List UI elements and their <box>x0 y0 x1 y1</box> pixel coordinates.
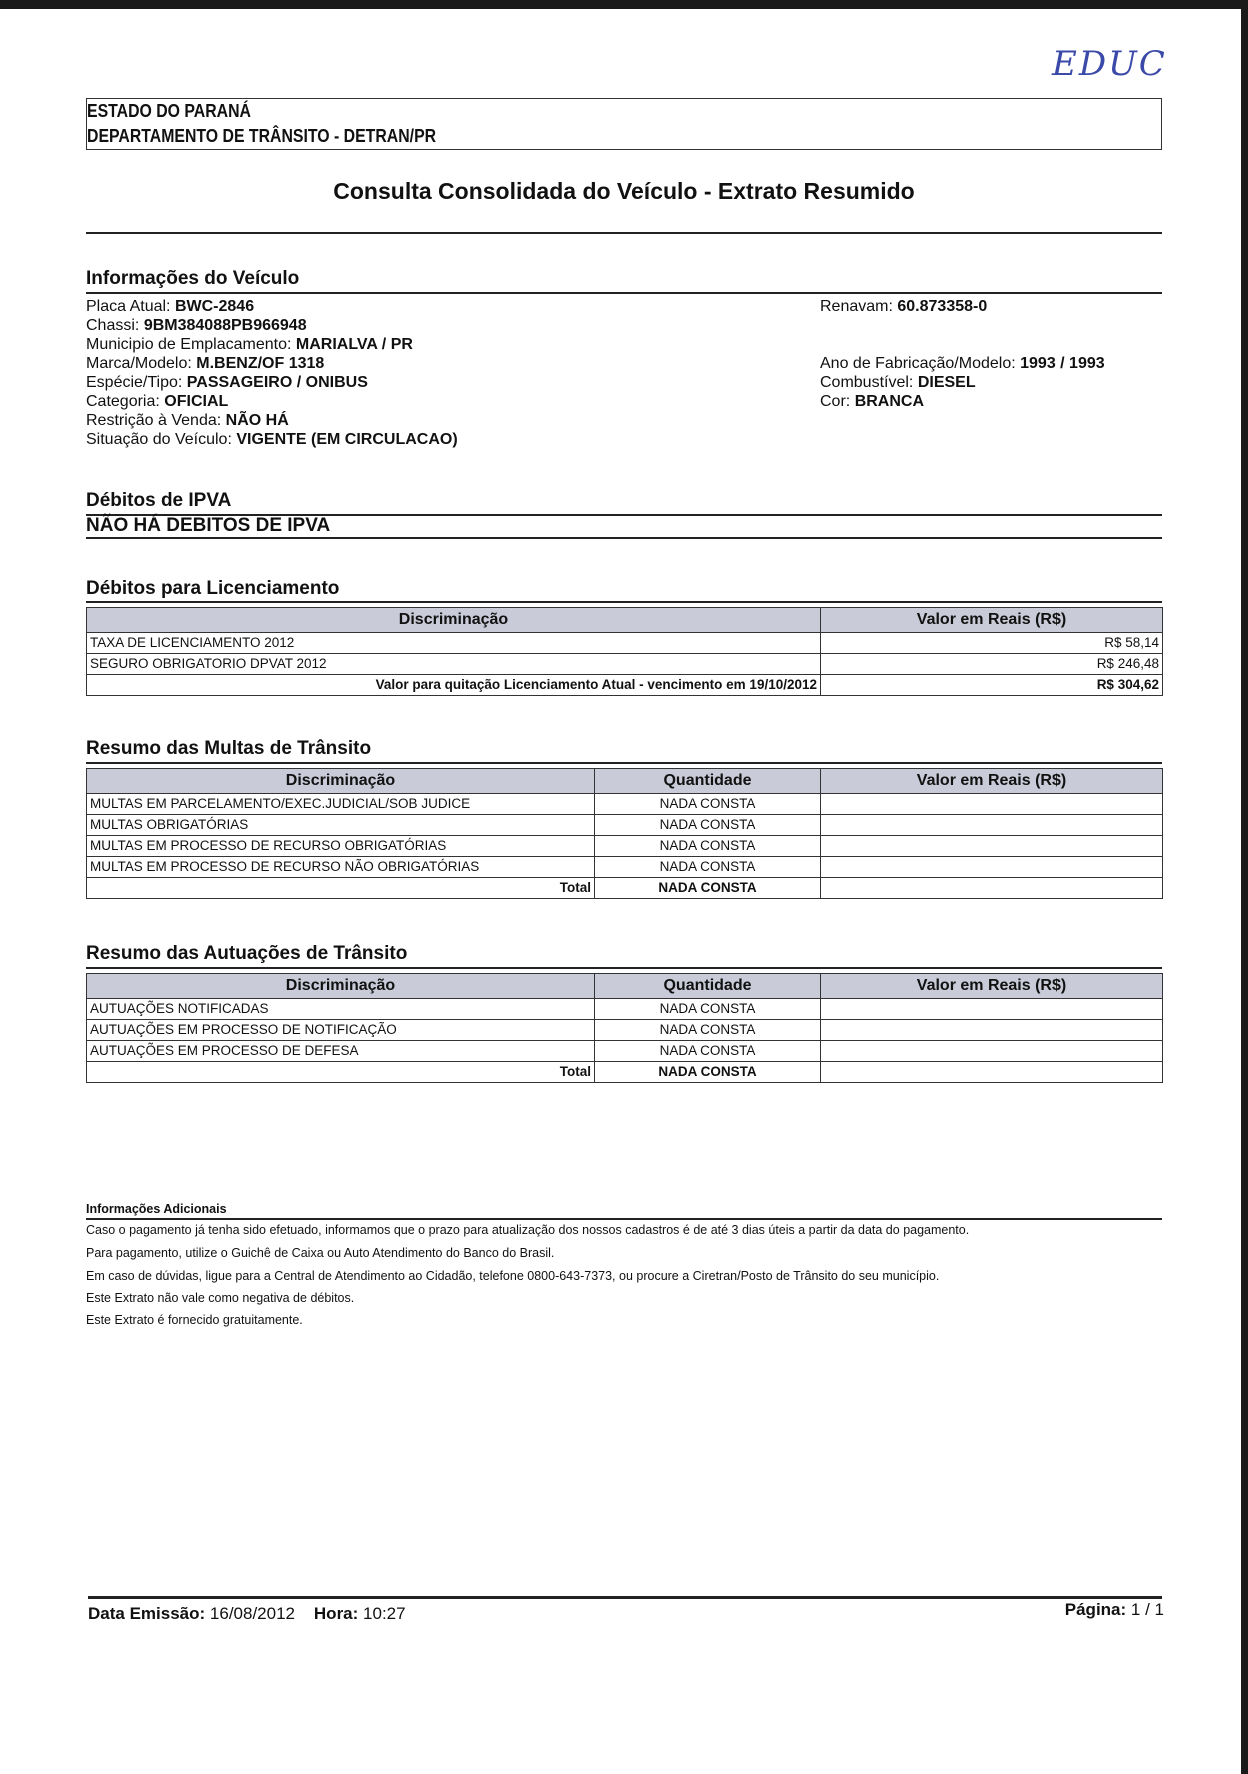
department-name: DEPARTAMENTO DE TRÂNSITO - DETRAN/PR <box>87 126 437 146</box>
licenciamento-section-title: Débitos para Licenciamento <box>86 578 340 599</box>
cell-value <box>821 999 1163 1020</box>
column-header-quantidade: Quantidade <box>595 769 821 794</box>
scan-border-right <box>1241 0 1248 1774</box>
emission-time: 10:27 <box>363 1604 406 1623</box>
cell-qty: NADA CONSTA <box>595 1041 821 1062</box>
title-divider <box>86 232 1162 234</box>
cell-desc: MULTAS EM PARCELAMENTO/EXEC.JUDICIAL/SOB JUDICE <box>87 794 595 815</box>
table-total-row <box>87 675 1163 696</box>
table-row <box>87 654 1163 675</box>
cell-value: R$ 58,14 <box>821 633 1163 654</box>
cell-qty: NADA CONSTA <box>595 1020 821 1041</box>
cell-desc: AUTUAÇÕES EM PROCESSO DE NOTIFICAÇÃO <box>87 1020 595 1041</box>
column-header-quantidade: Quantidade <box>595 974 821 999</box>
vehicle-field-categoria: Categoria: OFICIAL <box>86 393 229 410</box>
emission-info <box>88 1604 406 1624</box>
column-header-valor: Valor em Reais (R$) <box>821 974 1163 999</box>
ipva-status-divider <box>86 537 1162 539</box>
additional-info-line: Este Extrato não vale como negativa de débitos. <box>86 1291 355 1305</box>
total-label: Total <box>87 1062 595 1083</box>
total-label: Total <box>87 878 595 899</box>
table-row <box>87 1020 1163 1041</box>
total-qty: NADA CONSTA <box>595 1062 821 1083</box>
vehicle-field-chassi: Chassi: 9BM384088PB966948 <box>86 317 307 334</box>
table-row <box>87 815 1163 836</box>
vehicle-section-divider <box>86 292 1162 294</box>
page-number: 1 / 1 <box>1130 1600 1164 1619</box>
table-header-row <box>87 608 1163 633</box>
table-row <box>87 857 1163 878</box>
cell-qty: NADA CONSTA <box>595 836 821 857</box>
additional-info-title: Informações Adicionais <box>86 1202 227 1216</box>
vehicle-field-ano: Ano de Fabricação/Modelo: 1993 / 1993 <box>820 355 1105 372</box>
licenciamento-section-divider <box>86 601 1162 603</box>
total-qty: NADA CONSTA <box>595 878 821 899</box>
autuacoes-section-divider <box>86 967 1162 969</box>
cell-desc: AUTUAÇÕES NOTIFICADAS <box>87 999 595 1020</box>
table-total-row <box>87 1062 1163 1083</box>
table-row <box>87 999 1163 1020</box>
cell-qty: NADA CONSTA <box>595 857 821 878</box>
vehicle-field-situacao: Situação do Veículo: VIGENTE (EM CIRCULACAO) <box>86 431 458 448</box>
cell-value <box>821 1020 1163 1041</box>
table-header-row <box>87 974 1163 999</box>
additional-info-line: Para pagamento, utilize o Guichê de Caixa ou Auto Atendimento do Banco do Brasil. <box>86 1246 555 1260</box>
cell-value <box>821 815 1163 836</box>
column-header-discriminacao: Discriminação <box>87 608 821 633</box>
cell-desc: MULTAS EM PROCESSO DE RECURSO NÃO OBRIGATÓRIAS <box>87 857 595 878</box>
multas-section-title: Resumo das Multas de Trânsito <box>86 738 372 759</box>
table-row <box>87 794 1163 815</box>
additional-info-line: Este Extrato é fornecido gratuitamente. <box>86 1313 303 1327</box>
cell-desc: MULTAS OBRIGATÓRIAS <box>87 815 595 836</box>
cell-desc: AUTUAÇÕES EM PROCESSO DE DEFESA <box>87 1041 595 1062</box>
additional-info-divider <box>86 1218 1162 1220</box>
column-header-discriminacao: Discriminação <box>87 974 595 999</box>
emission-time-label: Hora: <box>313 1604 359 1623</box>
vehicle-field-combustivel: Combustível: DIESEL <box>820 374 976 391</box>
cell-value: R$ 246,48 <box>821 654 1163 675</box>
multas-table <box>86 768 1163 899</box>
table-header-row <box>87 769 1163 794</box>
page-label: Página: <box>1064 1600 1127 1619</box>
cell-desc: TAXA DE LICENCIAMENTO 2012 <box>87 633 821 654</box>
vehicle-field-especie-tipo: Espécie/Tipo: PASSAGEIRO / ONIBUS <box>86 374 368 391</box>
table-row <box>87 633 1163 654</box>
vehicle-field-municipio: Municipio de Emplacamento: MARIALVA / PR <box>86 336 413 353</box>
multas-section-divider <box>86 762 1162 764</box>
cell-value <box>821 836 1163 857</box>
cell-desc: MULTAS EM PROCESSO DE RECURSO OBRIGATÓRIAS <box>87 836 595 857</box>
additional-info-line: Caso o pagamento já tenha sido efetuado, informamos que o prazo para atualização dos nossos cadastros é de até 3 dias úteis a partir da data do pagamento. <box>86 1223 970 1237</box>
cell-value <box>821 1041 1163 1062</box>
table-total-row <box>87 878 1163 899</box>
handwritten-annotation: EDUC <box>1052 44 1167 84</box>
vehicle-section-title: Informações do Veículo <box>86 268 300 289</box>
total-value: R$ 304,62 <box>821 675 1163 696</box>
agency-header <box>86 98 1162 150</box>
vehicle-field-placa: Placa Atual: BWC-2846 <box>86 298 255 315</box>
cell-value <box>821 857 1163 878</box>
autuacoes-section-title: Resumo das Autuações de Trânsito <box>86 943 408 964</box>
ipva-section-title: Débitos de IPVA <box>86 490 232 511</box>
emission-date-label: Data Emissão: <box>88 1604 206 1623</box>
vehicle-field-renavam: Renavam: 60.873358-0 <box>820 298 988 315</box>
footer-divider <box>88 1596 1162 1599</box>
table-row <box>87 1041 1163 1062</box>
vehicle-field-cor: Cor: BRANCA <box>820 393 925 410</box>
total-value <box>821 878 1163 899</box>
cell-qty: NADA CONSTA <box>595 999 821 1020</box>
state-name: ESTADO DO PARANÁ <box>87 101 251 121</box>
column-header-valor: Valor em Reais (R$) <box>821 769 1163 794</box>
cell-qty: NADA CONSTA <box>595 794 821 815</box>
emission-date: 16/08/2012 <box>209 1604 295 1623</box>
page-indicator <box>1065 1600 1164 1620</box>
licenciamento-table <box>86 607 1163 696</box>
vehicle-field-restricao: Restrição à Venda: NÃO HÁ <box>86 412 289 429</box>
page-title: Consulta Consolidada do Veículo - Extrato Resumido <box>333 178 915 204</box>
column-header-valor: Valor em Reais (R$) <box>821 608 1163 633</box>
ipva-status: NÃO HÁ DEBITOS DE IPVA <box>86 515 331 536</box>
autuacoes-table <box>86 973 1163 1083</box>
column-header-discriminacao: Discriminação <box>87 769 595 794</box>
cell-value <box>821 794 1163 815</box>
total-label: Valor para quitação Licenciamento Atual - vencimento em 19/10/2012 <box>87 675 821 696</box>
vehicle-field-marca-modelo: Marca/Modelo: M.BENZ/OF 1318 <box>86 355 325 372</box>
cell-qty: NADA CONSTA <box>595 815 821 836</box>
table-row <box>87 836 1163 857</box>
scan-border-top <box>0 0 1248 9</box>
cell-desc: SEGURO OBRIGATORIO DPVAT 2012 <box>87 654 821 675</box>
additional-info-line: Em caso de dúvidas, ligue para a Central de Atendimento ao Cidadão, telefone 0800-643-7373, ou procure a Ciretran/Posto de Trânsito do seu município. <box>86 1269 940 1283</box>
total-value <box>821 1062 1163 1083</box>
